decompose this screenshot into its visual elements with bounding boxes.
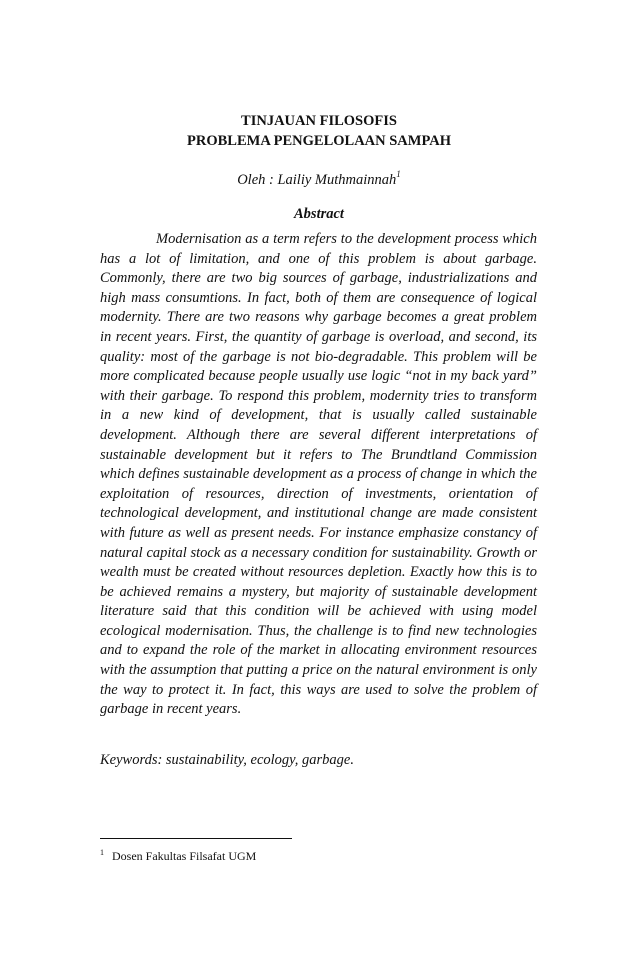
abstract-heading: Abstract: [294, 206, 344, 222]
paper-title-line-2: PROBLEMA PENGELOLAAN SAMPAH: [187, 133, 451, 149]
keywords: Keywords: sustainability, ecology, garbage.: [100, 752, 354, 768]
footnote-text: Dosen Fakultas Filsafat UGM: [112, 849, 257, 863]
author-footnote-mark: 1: [396, 169, 401, 179]
footnote: [100, 848, 537, 864]
author-name: Oleh : Lailiy Muthmainnah: [237, 172, 397, 188]
footnote-mark: 1: [100, 848, 104, 857]
abstract-body: Modernisation as a term refers to the development process which has a lot of limitation, and one of this problem is about garbage. Commonly, there are two big sources of garbage, industrializations and high mass consumtions. In fact, both of them are consequence of logical modernity. There are two reasons why garbage becomes a great problem in recent years. First, the quantity of garbage is overload, and second, its quality: most of the garbage is not bio-degradable. This problem will be more complicated because people usually use logic “not in my back yard” with their garbage. To respond this problem, modernity tries to transform in a new kind of development, that is usually called sustainable development. Although there are several different interpretations of sustainable development but it refers to The Brundtland Commission which defines sustainable development as a process of change in which the exploitation of resources, direction of investments, orientation of technological development, and institutional change are made consistent with future as well as present needs. For instance emphasize constancy of natural capital stock as a necessary condition for sustainability. Growth or wealth must be created without resources depletion. Exactly how this is to be achieved remains a mystery, but majority of sustainable development literature said that this condition will be achieved with using model ecological modernisation. Thus, the challenge is to find new technologies and to expand the role of the market in allocating environment resources with the assumption that putting a price on the natural environment is only the way to protect it. In fact, this ways are used to solve the problem of garbage in recent years.: [100, 231, 537, 718]
footnote-rule: [100, 838, 292, 839]
author-line: [0, 170, 638, 190]
paper-title-line-1: TINJAUAN FILOSOFIS: [241, 113, 397, 129]
